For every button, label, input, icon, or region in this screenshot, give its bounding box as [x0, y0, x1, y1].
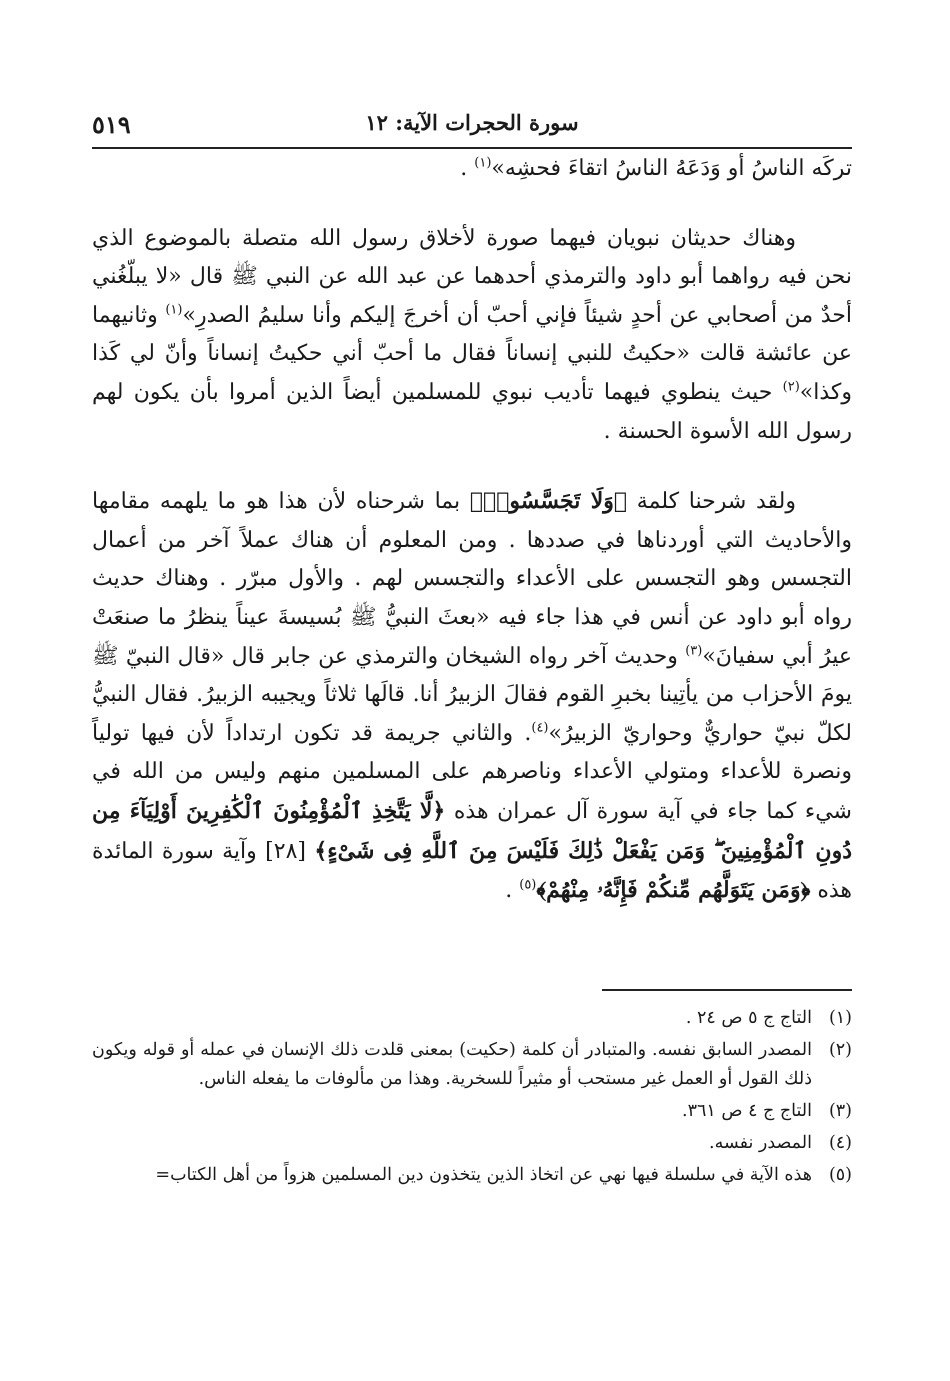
header-divider [92, 147, 852, 149]
footnote-text: التاج ج ٤ ص ٣٦١. [681, 1101, 812, 1121]
footnote-ref-1: (١) [474, 155, 492, 171]
paragraph-hadith-prophetic-manners: وهناك حديثان نبويان فيهما صورة لأخلاق رسول الله متصلة بالموضوع الذي نحن فيه رواهما أبو داود والترمذي أحدهما عن عبد الله عن النبي ﷺ قال «لا يبلّغُني أحدٌ من أصحابي عن أحدٍ شيئاً فإني أحبّ أن أخرجَ إليكم وأنا سليمُ الصدرِ»$^{(١)}$ وثانيهما عن عائشة قالت «حكيتُ للنبي إنساناً فقال ما أحبّ أني حكيتُ إنساناً وأنّ لي كَذا وكذا»$^{(٢)}$ حيث ينطوي فيهما تأديب نبوي للمسلمين أيضاً الذين أمروا بأن يكون لهم رسول الله الأسوة الحسنة . [92, 225, 852, 444]
footnote-number: (٥) [828, 1165, 852, 1185]
quran-verse-al-imran-28: ﴿لَّا يَتَّخِذِ ٱلْمُؤْمِنُونَ ٱلْكَٰفِرِينَ أَوْلِيَآءَ مِن دُونِ ٱلْمُؤْمِنِينَ ۖ وَمَن يَفْعَلْ ذَٰلِكَ فَلَيْسَ مِنَ ٱللَّهِ فِى شَىْءٍ﴾ [92, 797, 852, 864]
paragraph-espionage: ولقد شرحنا كلمة ﴿وَلَا تَجَسَّسُوا۟﴾ بما شرحناه لأن هذا هو ما يلهمه مقامها والأحاديث التي أوردناها في صددها . ومن المعلوم أن هناك عملاً آخر من أعمال التجسس وهو التجسس على الأعداء والتجسس لهم . والأول مبرّر . وهناك حديث رواه أبو داود عن أنس في هذا جاء فيه «بعثَ النبيُّ ﷺ بُسيسةَ عيناً ينظرُ ما صنعَتْ عيرُ أبي سفيانَ»$^{(٣)}$ وحديث آخر رواه الشيخان والترمذي عن جابر قال «قال النبيّ ﷺ يومَ الأحزاب من يأتِينا بخبرِ القوم فقالَ الزبيرُ أنا. قالَها ثلاثاً ويجيبه الزبيرُ. فقال النبيُّ لكلّ نبيّ حواريٌّ وحواريّ الزبيرُ»$^{(٤)}$. والثاني جريمة قد تكون ارتداداً لأن فيها تولياً ونصرة للأعداء ومتولي الأعداء وناصرهم على المسلمين منهم وليس من الله في شيء كما جاء في آية سورة آل عمران هذه ﴿لَّا يَتَّخِذِ ٱلْمُؤْمِنُونَ ٱلْكَٰفِرِينَ أَوْلِيَآءَ مِن دُونِ ٱلْمُؤْمِنِينَ ۖ وَمَن يَفْعَلْ ذَٰلِكَ فَلَيْسَ مِنَ ٱللَّهِ فِى شَىْءٍ﴾ [٢٨] وآية سورة المائدة هذه ﴿وَمَن يَتَوَلَّهُم مِّنكُمْ فَإِنَّهُۥ مِنْهُمْ﴾$^{(٥)}$ . [92, 488, 853, 904]
footnote-number: (٤) [828, 1133, 852, 1153]
page-header [92, 104, 852, 144]
quran-verse-tajassasu: ﴿وَلَا تَجَسَّسُوا۟﴾ [469, 488, 628, 515]
footnote-3 [92, 1097, 852, 1126]
paragraph-continuation: تركَه الناسُ أو وَدَعَهُ الناسُ اتقاءَ فحشِه»$^{(١)}$ . [460, 155, 852, 181]
footnote-text: هذه الآية في سلسلة فيها نهي عن اتخاذ الذين يتخذون دين المسلمين هزواً من أهل الكتاب= [155, 1165, 812, 1185]
footnote-number: (٣) [828, 1101, 852, 1121]
footnote-ref-2: (٢) [782, 379, 800, 395]
footnote-ref-5: (٥) [519, 877, 537, 893]
running-title: سورة الحجرات الآية: ١٢ [365, 110, 579, 135]
footnote-text: المصدر نفسه. [709, 1133, 812, 1153]
footnote-5 [92, 1161, 852, 1190]
footnote-number: (١) [828, 1008, 852, 1028]
main-text [92, 150, 852, 911]
footnote-ref-1: (١) [165, 302, 183, 318]
footnote-text: المصدر السابق نفسه. والمتبادر أن كلمة (حكيت) بمعنى قلدت ذلك الإنسان في عمله أو قوله ويكون ذلك القول أو العمل غير مستحب أو مثيراً للسخرية. وهذا من مألوفات ما يفعله الناس. [92, 1040, 812, 1089]
footnote-2 [92, 1036, 852, 1094]
footnotes [92, 1004, 852, 1193]
footnote-ref-4: (٤) [531, 720, 549, 736]
footnote-1 [92, 1004, 852, 1033]
footnote-text: التاج ج ٥ ص ٢٤ . [685, 1008, 812, 1028]
footnote-4 [92, 1129, 852, 1158]
book-page [92, 0, 852, 1381]
quran-verse-al-maidah: ﴿وَمَن يَتَوَلَّهُم مِّنكُمْ فَإِنَّهُۥ مِنْهُمْ﴾ [536, 877, 811, 904]
footnote-divider [602, 989, 852, 991]
footnote-number: (٢) [828, 1040, 852, 1060]
footnote-ref-3: (٣) [685, 643, 703, 659]
page-number: ٥١٩ [92, 110, 131, 139]
